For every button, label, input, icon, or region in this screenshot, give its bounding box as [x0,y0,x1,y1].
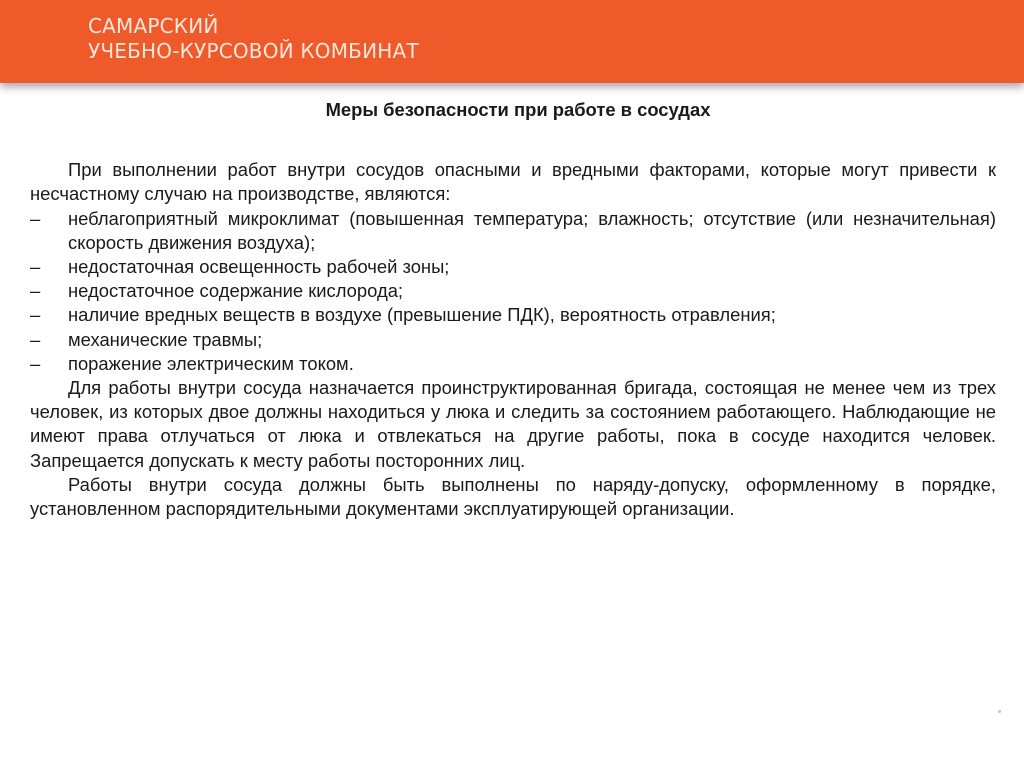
hazard-list [30,207,996,376]
list-item [30,303,996,327]
list-item [30,207,996,255]
permit-paragraph: Работы внутри сосуда должны быть выполнены по наряду-допуску, оформленному в порядке, установленном распорядительными документами эксплуатирующей организации. [30,473,996,520]
intro-paragraph: При выполнении работ внутри сосудов опасными и вредными факторами, которые могут привести к несчастному случаю на производстве, являются: [30,159,996,205]
brand-logo-text [88,14,419,64]
decorative-dot [998,710,1001,713]
list-item [30,328,996,352]
list-item [30,255,996,279]
list-dash: – [30,256,41,278]
list-item [30,352,996,376]
hazard-text: неблагоприятный микроклимат (повышенная температура; влажность; отсутствие (или незначительная) скорость движения воздуха); [68,207,996,253]
document-body [30,98,996,521]
list-dash: – [30,280,41,302]
hazard-text: недостаточное содержание кислорода; [68,280,404,302]
brand-line-1: САМАРСКИЙ [88,14,219,38]
hazard-text: наличие вредных веществ в воздухе (превышение ПДК), вероятность отравления; [68,304,776,326]
brigade-paragraph: Для работы внутри сосуда назначается проинструктированная бригада, состоящая не менее чем из трех человек, из которых двое должны находиться у люка и следить за состоянием работающего. Наблюдающие не имеют права отлучаться от люка и отвлекаться на другие работы, пока в сосуде находится человек. Запрещается допускать к месту работы посторонних лиц. [30,377,996,471]
brand-line-2: УЧЕБНО-КУРСОВОЙ КОМБИНАТ [88,39,419,63]
list-dash: – [30,352,41,374]
hazard-text: механические травмы; [68,328,263,350]
hazard-text: недостаточная освещенность рабочей зоны; [68,256,450,278]
header-banner [0,0,1024,83]
document-title: Меры безопасности при работе в сосудах [325,99,711,120]
list-item [30,279,996,303]
list-dash: – [30,207,41,229]
hazard-text: поражение электрическим током. [68,352,354,374]
list-dash: – [30,304,41,326]
list-dash: – [30,328,41,350]
